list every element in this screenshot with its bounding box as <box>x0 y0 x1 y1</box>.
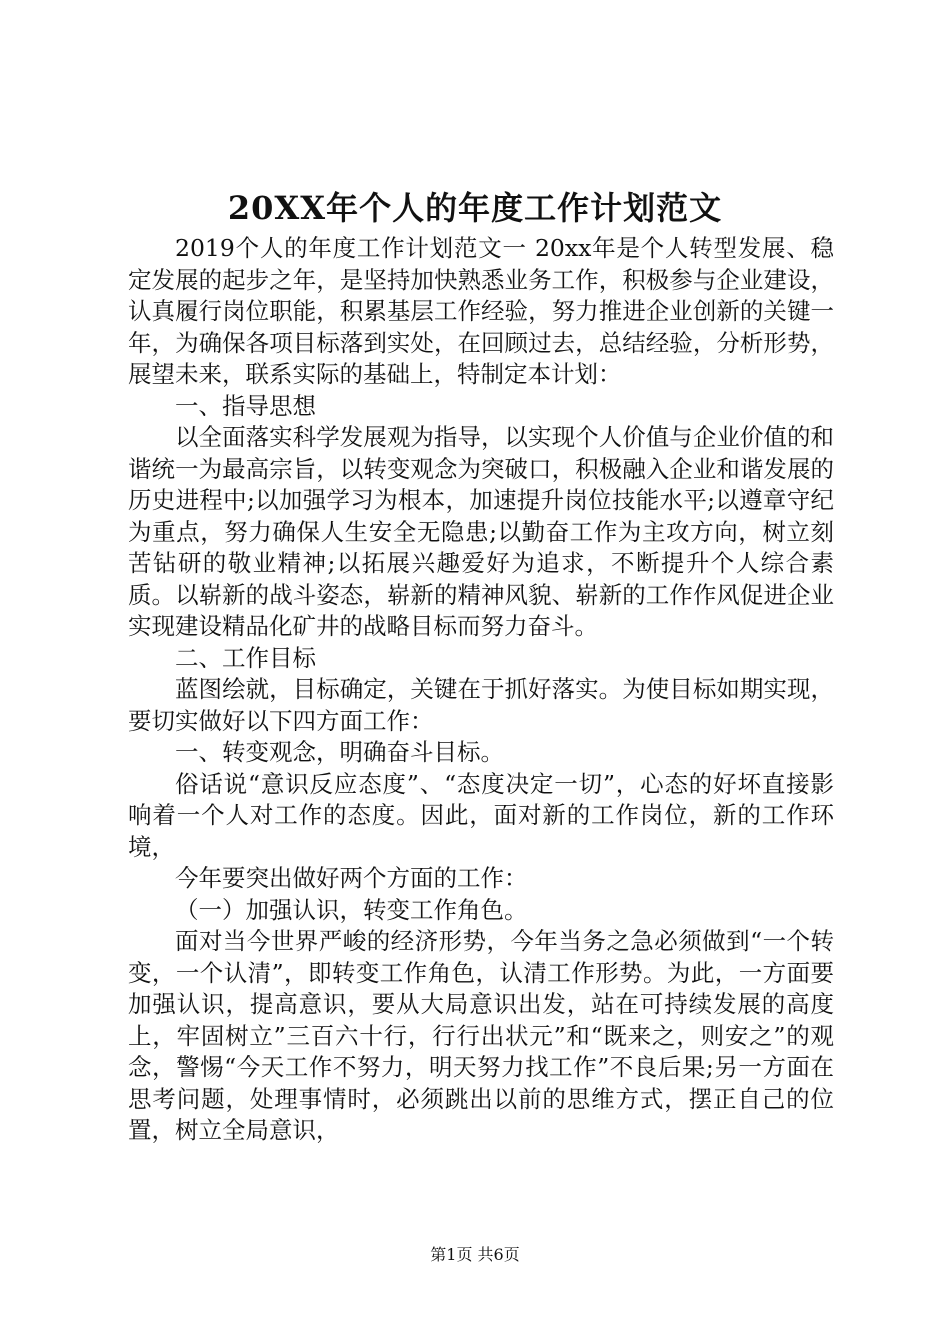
section-heading-work-goals: 二、工作目标 <box>175 643 316 672</box>
strengthen-awareness-paragraph: 面对当今世界严峻的经济形势，今年当务之急必须做到“一个转变，一个认清”，即转变工作角色，认清工作形势。为此，一方面要加强认识，提高意识，要从大局意识出发，站在可持续发展的高度上，牢固树立”三百六十行，行行出状元”和“既来之，则安之”的观念，警惕“今天工作不努力，明天努力找工作”不良后果;另一方面在思考问题，处理事情时，必须跳出以前的思维方式，摆正自己的位置，树立全局意识， <box>128 927 834 1144</box>
document-title: 20XX年个人的年度工作计划范文 <box>227 189 723 227</box>
change-concept-paragraph: 俗话说“意识反应态度”、“态度决定一切”，心态的好坏直接影响着一个人对工作的态度。因此，面对新的工作岗位，新的工作环境， <box>128 769 834 861</box>
work-goals-paragraph: 蓝图绘就，目标确定，关键在于抓好落实。为使目标如期实现，要切实做好以下四方面工作： <box>128 675 834 735</box>
subsection-heading-strengthen-awareness: （一）加强认识，转变工作角色。 <box>175 895 528 924</box>
two-aspects-line: 今年要突出做好两个方面的工作： <box>175 864 528 892</box>
subsection-heading-change-concept: 一、转变观念，明确奋斗目标。 <box>175 738 504 766</box>
intro-paragraph: 2019个人的年度工作计划范文一 20xx年是个人转型发展、稳定发展的起步之年，是坚持加快熟悉业务工作，积极参与企业建设，认真履行岗位职能，积累基层工作经验，努力推进企业创新的关键一年，为确保各项目标落到实处，在回顾过去，总结经验，分析形势，展望未来，联系实际的基础上，特制定本计划： <box>128 234 834 388</box>
document-body <box>128 233 834 1147</box>
page-footer: 第1页 共6页 <box>430 1245 520 1264</box>
guiding-ideology-paragraph: 以全面落实科学发展观为指导，以实现个人价值与企业价值的和谐统一为最高宗旨，以转变观念为突破口，积极融入企业和谐发展的历史进程中;以加强学习为根本，加速提升岗位技能水平;以遵章守纪为重点，努力确保人生安全无隐患;以勤奋工作为主攻方向，树立刻苦钻研的敬业精神;以拓展兴趣爱好为追求，不断提升个人综合素质。以崭新的战斗姿态，崭新的精神风貌、崭新的工作作风促进企业实现建设精品化矿井的战略目标而努力奋斗。 <box>128 423 834 640</box>
section-heading-guiding-ideology: 一、指导思想 <box>175 391 316 420</box>
